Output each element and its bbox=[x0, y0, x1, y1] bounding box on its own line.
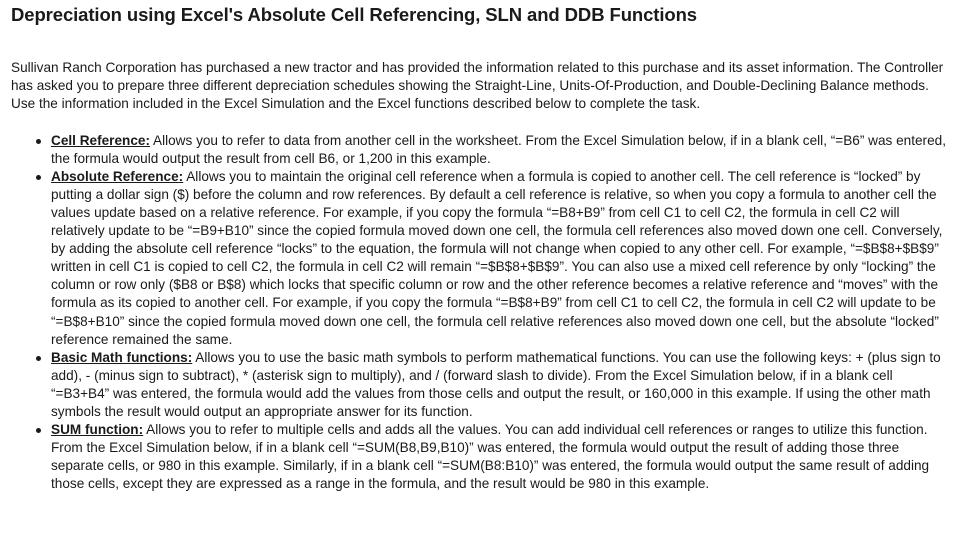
intro-paragraph: Sullivan Ranch Corporation has purchased a new tractor and has provided the information related to this purchase and its asset information. The Controller has asked you to prepare three different depreciation schedules showing the Straight-Line, Units-Of-Production, and Double-Declining Balance methods. Use the information included in the Excel Simulation and the Excel functions described below to complete the task. bbox=[11, 60, 944, 112]
list-item-sum-function bbox=[51, 421, 951, 493]
list-item-basic-math bbox=[51, 349, 951, 421]
description-sum-function: Allows you to refer to multiple cells and adds all the values. You can add individual cell references or ranges to utilize this function. From the Excel Simulation below, if in a blank cell “=SUM(B8,B9,B10)” was entered, the formula would output the result of adding those three separate cells, or 980 in this example. Similarly, if in a blank cell “=SUM(B8:B10)” was entered, the formula would output the same result of adding those cells, except they are expressed as a range in the formula, and the result would be 980 in this example. bbox=[51, 422, 930, 492]
description-basic-math: Allows you to use the basic math symbols to perform mathematical functions. You can use the following keys: + (plus sign to add), - (minus sign to subtract), * (asterisk sign to multiply), and / (forward slash to divide). From the Excel Simulation below, if in a blank cell “=B3+B4” was entered, the formula would add the values from those cells and output the result, or 160,000 in this example. If using the other math symbols the result would output an appropriate answer for its function. bbox=[51, 349, 941, 420]
term-basic-math: Basic Math functions: bbox=[51, 349, 193, 365]
description-cell-reference: Allows you to refer to data from another cell in the worksheet. From the Excel Simulation below, if in a blank cell, “=B6” was entered, the formula would output the result from cell B6, or 1,200 in this example. bbox=[51, 132, 946, 166]
page-title: Depreciation using Excel's Absolute Cell Referencing, SLN and DDB Functions bbox=[11, 4, 697, 25]
term-absolute-reference: Absolute Reference: bbox=[51, 168, 184, 184]
function-list bbox=[11, 132, 951, 494]
description-absolute-reference: Allows you to maintain the original cell reference when a formula is copied to another cell. The cell reference is “locked” by putting a dollar sign ($) before the column and row references. By default a cell reference is relative, so when you copy a formula to another cell the values update based on a relative reference. For example, if you copy the formula “=B8+B9” from cell C1 to cell C2, the formula in cell C2 will relatively update to be “=B9+B10” since the copied formula moved down one cell, the formula cell references also moved down one cell. Conversely, by adding the absolute cell reference “locks” to the equation, the formula will not change when copied to any other cell. For example, “=$B$8+$B$9” written in cell C1 is copied to cell C2, the formula in cell C2 will remain “=$B$8+$B$9”. You can also use a mixed cell reference by only “locking” the column or row only ($B8 or B$8) which locks that specific column or row and the other reference becomes a relative reference and “moves” with the formula as its copied to another cell. For example, if you copy the formula “=B$8+B9” from cell C1 to cell C2, the formula in cell C2 will update to be “=B$8+B10” since the copied formula moved down one cell, the formula cell relative references also moved down one cell, but the absolute “locked” reference remained the same. bbox=[51, 168, 943, 347]
list-item-absolute-reference bbox=[51, 168, 951, 349]
term-cell-reference: Cell Reference: bbox=[51, 132, 150, 148]
list-item-cell-reference bbox=[51, 132, 951, 168]
term-sum-function: SUM function: bbox=[51, 422, 144, 438]
